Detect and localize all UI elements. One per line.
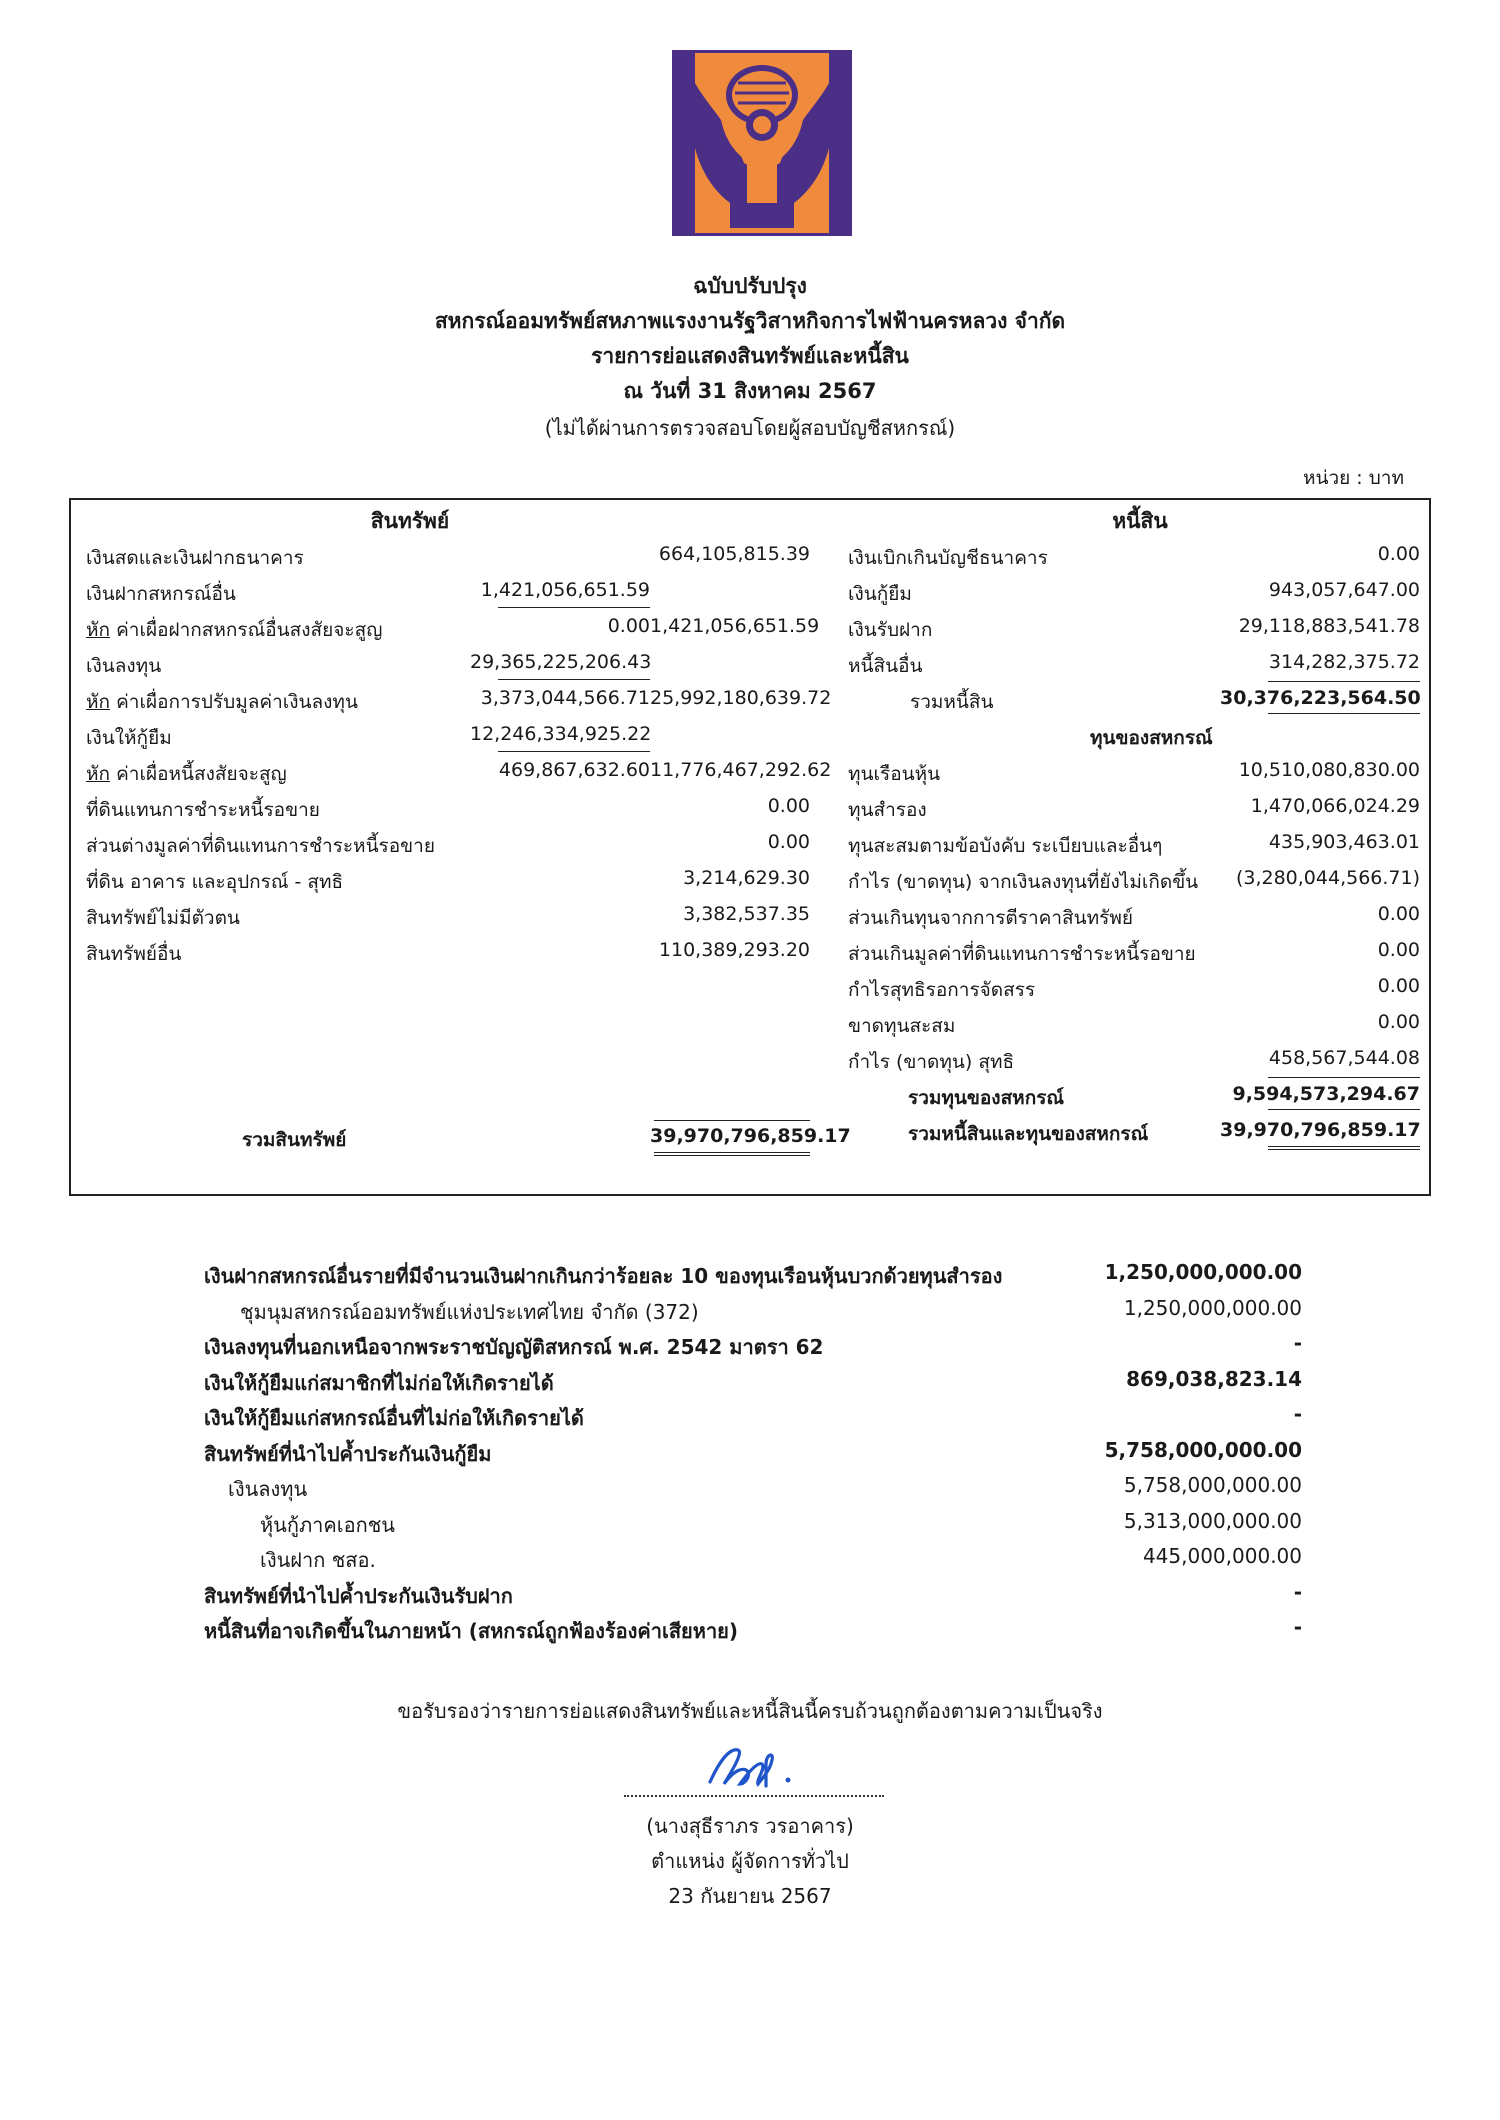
report-date: ณ วันที่ 31 สิงหาคม 2567 xyxy=(623,379,877,403)
equity-row-label: ทุนเรือนหุ้น xyxy=(848,763,941,785)
total-liabilities-label: รวมหนี้สิน xyxy=(910,691,994,713)
assets-heading: สินทรัพย์ xyxy=(370,509,450,533)
liability-row-value: 29,118,883,541.78 xyxy=(1238,615,1420,637)
liability-row-label: เงินกู้ยืม xyxy=(848,583,912,605)
audit-note: (ไม่ได้ผ่านการตรวจสอบโดยผู้สอบบัญชีสหกรณ์) xyxy=(544,416,956,440)
asset-row-value: 0.00 xyxy=(767,795,810,817)
liability-row-value: 0.00 xyxy=(1377,543,1420,565)
note-value: - xyxy=(1293,1615,1302,1639)
equity-row-value: 435,903,463.01 xyxy=(1268,831,1420,853)
asset-row-value: 1,421,056,651.59 xyxy=(650,615,820,637)
asset-row-subtotal: 12,246,334,925.22 xyxy=(470,723,652,745)
equity-row-label: กำไร (ขาดทุน) สุทธิ xyxy=(848,1051,1015,1073)
asset-row-label xyxy=(86,543,304,573)
asset-row-value: 0.00 xyxy=(767,831,810,853)
equity-row-label: ขาดทุนสะสม xyxy=(848,1015,956,1037)
equity-row-value: 0.00 xyxy=(1377,903,1420,925)
asset-row-label xyxy=(86,759,287,789)
note-label: ชุมนุมสหกรณ์ออมทรัพย์แห่งประเทศไทย จำกัด (372) xyxy=(240,1299,699,1324)
asset-row-label xyxy=(86,615,382,645)
note-value: 5,313,000,000.00 xyxy=(1123,1508,1302,1533)
note-value: - xyxy=(1293,1402,1302,1426)
note-label: เงินฝาก ชสอ. xyxy=(260,1548,376,1572)
deduction-prefix: หัก xyxy=(86,763,111,785)
equity-total-topline xyxy=(1268,1077,1420,1078)
equity-row-value: (3,280,044,566.71) xyxy=(1235,867,1420,889)
asset-row-subtotal: 3,373,044,566.71 xyxy=(480,687,650,709)
asset-row-text: สินทรัพย์ไม่มีตัวตน xyxy=(86,907,240,929)
deduction-prefix: หัก xyxy=(86,691,111,713)
total-assets-label: รวมสินทรัพย์ xyxy=(242,1129,347,1151)
asset-row-text: ค่าเผื่อหนี้สงสัยจะสูญ xyxy=(110,763,287,785)
certification-statement: ขอรับรองว่ารายการย่อแสดงสินทรัพย์และหนี้สินนี้ครบถ้วนถูกต้องตามความเป็นจริง xyxy=(397,1699,1103,1723)
asset-row-value: 3,214,629.30 xyxy=(683,867,810,889)
asset-row-label xyxy=(86,867,343,897)
asset-row-value: 3,382,537.35 xyxy=(683,903,810,925)
asset-row-text: เงินให้กู้ยืม xyxy=(86,727,172,749)
note-label: หุ้นกู้ภาคเอกชน xyxy=(260,1512,395,1537)
asset-row-label xyxy=(86,723,172,753)
deduction-prefix: หัก xyxy=(86,619,111,641)
report-title: รายการย่อแสดงสินทรัพย์และหนี้สิน xyxy=(591,344,909,368)
grand-total-value: 39,970,796,859.17 xyxy=(1220,1119,1421,1141)
asset-row-text: เงินสดและเงินฝากธนาคาร xyxy=(86,547,304,569)
asset-row-label xyxy=(86,795,320,825)
total-equity-label: รวมทุนของสหกรณ์ xyxy=(908,1087,1065,1109)
asset-row-text: ที่ดิน อาคาร และอุปกรณ์ - สุทธิ xyxy=(86,871,344,893)
note-value: 5,758,000,000.00 xyxy=(1123,1473,1302,1497)
note-label: หนี้สินที่อาจเกิดขึ้นในภายหน้า (สหกรณ์ถูกฟ้องร้องค่าเสียหาย) xyxy=(204,1619,739,1643)
asset-row-value: 11,776,467,292.62 xyxy=(650,759,832,781)
asset-row-text: เงินฝากสหกรณ์อื่น xyxy=(86,583,236,605)
equity-row-value: 0.00 xyxy=(1377,1011,1420,1033)
equity-row-value: 458,567,544.08 xyxy=(1268,1047,1420,1069)
note-label: เงินให้กู้ยืมแก่สมาชิกที่ไม่ก่อให้เกิดรายได้ xyxy=(204,1370,554,1395)
equity-row-label: กำไร (ขาดทุน) จากเงินลงทุนที่ยังไม่เกิดขึ้น xyxy=(848,871,1199,893)
subtotal-underline xyxy=(498,607,650,608)
asset-row-label xyxy=(86,903,240,933)
document-version: ฉบับปรับปรุง xyxy=(693,274,807,298)
note-label: สินทรัพย์ที่นำไปค้ำประกันเงินรับฝาก xyxy=(204,1583,513,1608)
liabilities-heading: หนี้สิน xyxy=(1112,509,1168,533)
grand-total-label: รวมหนี้สินและทุนของสหกรณ์ xyxy=(908,1123,1149,1145)
signature-line xyxy=(624,1795,884,1797)
equity-row-value: 0.00 xyxy=(1377,975,1420,997)
handwritten-signature-icon xyxy=(700,1740,820,1795)
asset-row-text: ค่าเผื่อการปรับมูลค่าเงินลงทุน xyxy=(110,691,358,713)
signatory-position: ตำแหน่ง ผู้จัดการทั่วไป xyxy=(651,1849,849,1873)
equity-row-label: ทุนสำรอง xyxy=(848,799,927,821)
liability-row-label: หนี้สินอื่น xyxy=(848,655,923,677)
total-equity-value: 9,594,573,294.67 xyxy=(1232,1083,1420,1105)
total-liabilities-value: 30,376,223,564.50 xyxy=(1220,687,1421,709)
subtotal-underline xyxy=(498,679,650,680)
unit-label: หน่วย : บาท xyxy=(1302,467,1404,489)
equity-row-value: 10,510,080,830.00 xyxy=(1238,759,1420,781)
asset-row-label xyxy=(86,687,358,717)
note-value: - xyxy=(1293,1331,1302,1355)
asset-row-label xyxy=(86,579,236,609)
equity-row-label: ส่วนเกินมูลค่าที่ดินแทนการชำระหนี้รอขาย xyxy=(848,943,1196,965)
note-value: - xyxy=(1293,1579,1302,1604)
note-value: 445,000,000.00 xyxy=(1142,1544,1302,1568)
equity-row-label: ทุนสะสมตามข้อบังคับ ระเบียบและอื่นๆ xyxy=(848,835,1163,857)
note-label: เงินลงทุน xyxy=(228,1477,308,1501)
note-value: 5,758,000,000.00 xyxy=(1104,1437,1302,1462)
equity-row-value: 1,470,066,024.29 xyxy=(1250,795,1420,817)
equity-heading: ทุนของสหกรณ์ xyxy=(1090,727,1213,749)
cooperative-logo xyxy=(672,50,852,236)
note-value: 1,250,000,000.00 xyxy=(1123,1295,1302,1320)
liability-row-label: เงินเบิกเกินบัญชีธนาคาร xyxy=(848,547,1048,569)
asset-row-text: ค่าเผื่อฝากสหกรณ์อื่นสงสัยจะสูญ xyxy=(110,619,383,641)
signature-date: 23 กันยายน 2567 xyxy=(668,1884,832,1908)
asset-row-value: 110,389,293.20 xyxy=(658,939,810,961)
liability-row-value: 943,057,647.00 xyxy=(1268,579,1420,601)
liabilities-total-underline xyxy=(1268,713,1420,714)
equity-row-label: ส่วนเกินทุนจากการตีราคาสินทรัพย์ xyxy=(848,907,1133,929)
note-value: 869,038,823.14 xyxy=(1126,1366,1302,1391)
asset-row-text: ที่ดินแทนการชำระหนี้รอขาย xyxy=(86,799,320,821)
total-assets-value: 39,970,796,859.17 xyxy=(650,1125,851,1147)
asset-row-label xyxy=(86,939,181,969)
asset-row-label xyxy=(86,831,435,861)
logo-emblem-icon xyxy=(675,53,849,233)
asset-row-subtotal: 0.00 xyxy=(607,615,650,637)
note-label: เงินลงทุนที่นอกเหนือจากพระราชบัญญัติสหกรณ์ พ.ศ. 2542 มาตรา 62 xyxy=(204,1335,824,1359)
liability-row-label: เงินรับฝาก xyxy=(848,619,933,641)
note-label: เงินให้กู้ยืมแก่สหกรณ์อื่นที่ไม่ก่อให้เกิดรายได้ xyxy=(204,1406,584,1430)
note-value: 1,250,000,000.00 xyxy=(1104,1260,1302,1284)
equity-row-label: กำไรสุทธิรอการจัดสรร xyxy=(848,979,1036,1001)
signature xyxy=(700,1740,820,1795)
asset-row-label xyxy=(86,651,161,681)
asset-row-value: 25,992,180,639.72 xyxy=(650,687,832,709)
asset-row-text: เงินลงทุน xyxy=(86,655,162,677)
asset-row-text: ส่วนต่างมูลค่าที่ดินแทนการชำระหนี้รอขาย xyxy=(86,835,435,857)
asset-row-subtotal: 1,421,056,651.59 xyxy=(480,579,650,601)
equity-total-underline xyxy=(1268,1109,1420,1110)
asset-row-text: สินทรัพย์อื่น xyxy=(86,943,182,965)
note-label: เงินฝากสหกรณ์อื่นรายที่มีจำนวนเงินฝากเกินกว่าร้อยละ 10 ของทุนเรือนหุ้นบวกด้วยทุนสำรอง xyxy=(204,1264,1003,1288)
cooperative-name: สหกรณ์ออมทรัพย์สหภาพแรงงานรัฐวิสาหกิจการไฟฟ้านครหลวง จำกัด xyxy=(434,309,1066,333)
total-assets-topline xyxy=(654,1120,810,1121)
asset-row-subtotal: 469,867,632.60 xyxy=(498,759,650,781)
grand-total-doubleline xyxy=(1268,1146,1420,1150)
total-assets-doubleline xyxy=(654,1152,810,1156)
asset-row-subtotal: 29,365,225,206.43 xyxy=(470,651,652,673)
asset-row-value: 664,105,815.39 xyxy=(658,543,810,565)
note-label: สินทรัพย์ที่นำไปค้ำประกันเงินกู้ยืม xyxy=(204,1441,492,1466)
signatory-name: (นางสุธีราภร วรอาคาร) xyxy=(646,1814,854,1838)
liabilities-total-topline xyxy=(1268,681,1420,682)
subtotal-underline xyxy=(498,751,650,752)
liability-row-value: 314,282,375.72 xyxy=(1268,651,1420,673)
equity-row-value: 0.00 xyxy=(1377,939,1420,961)
